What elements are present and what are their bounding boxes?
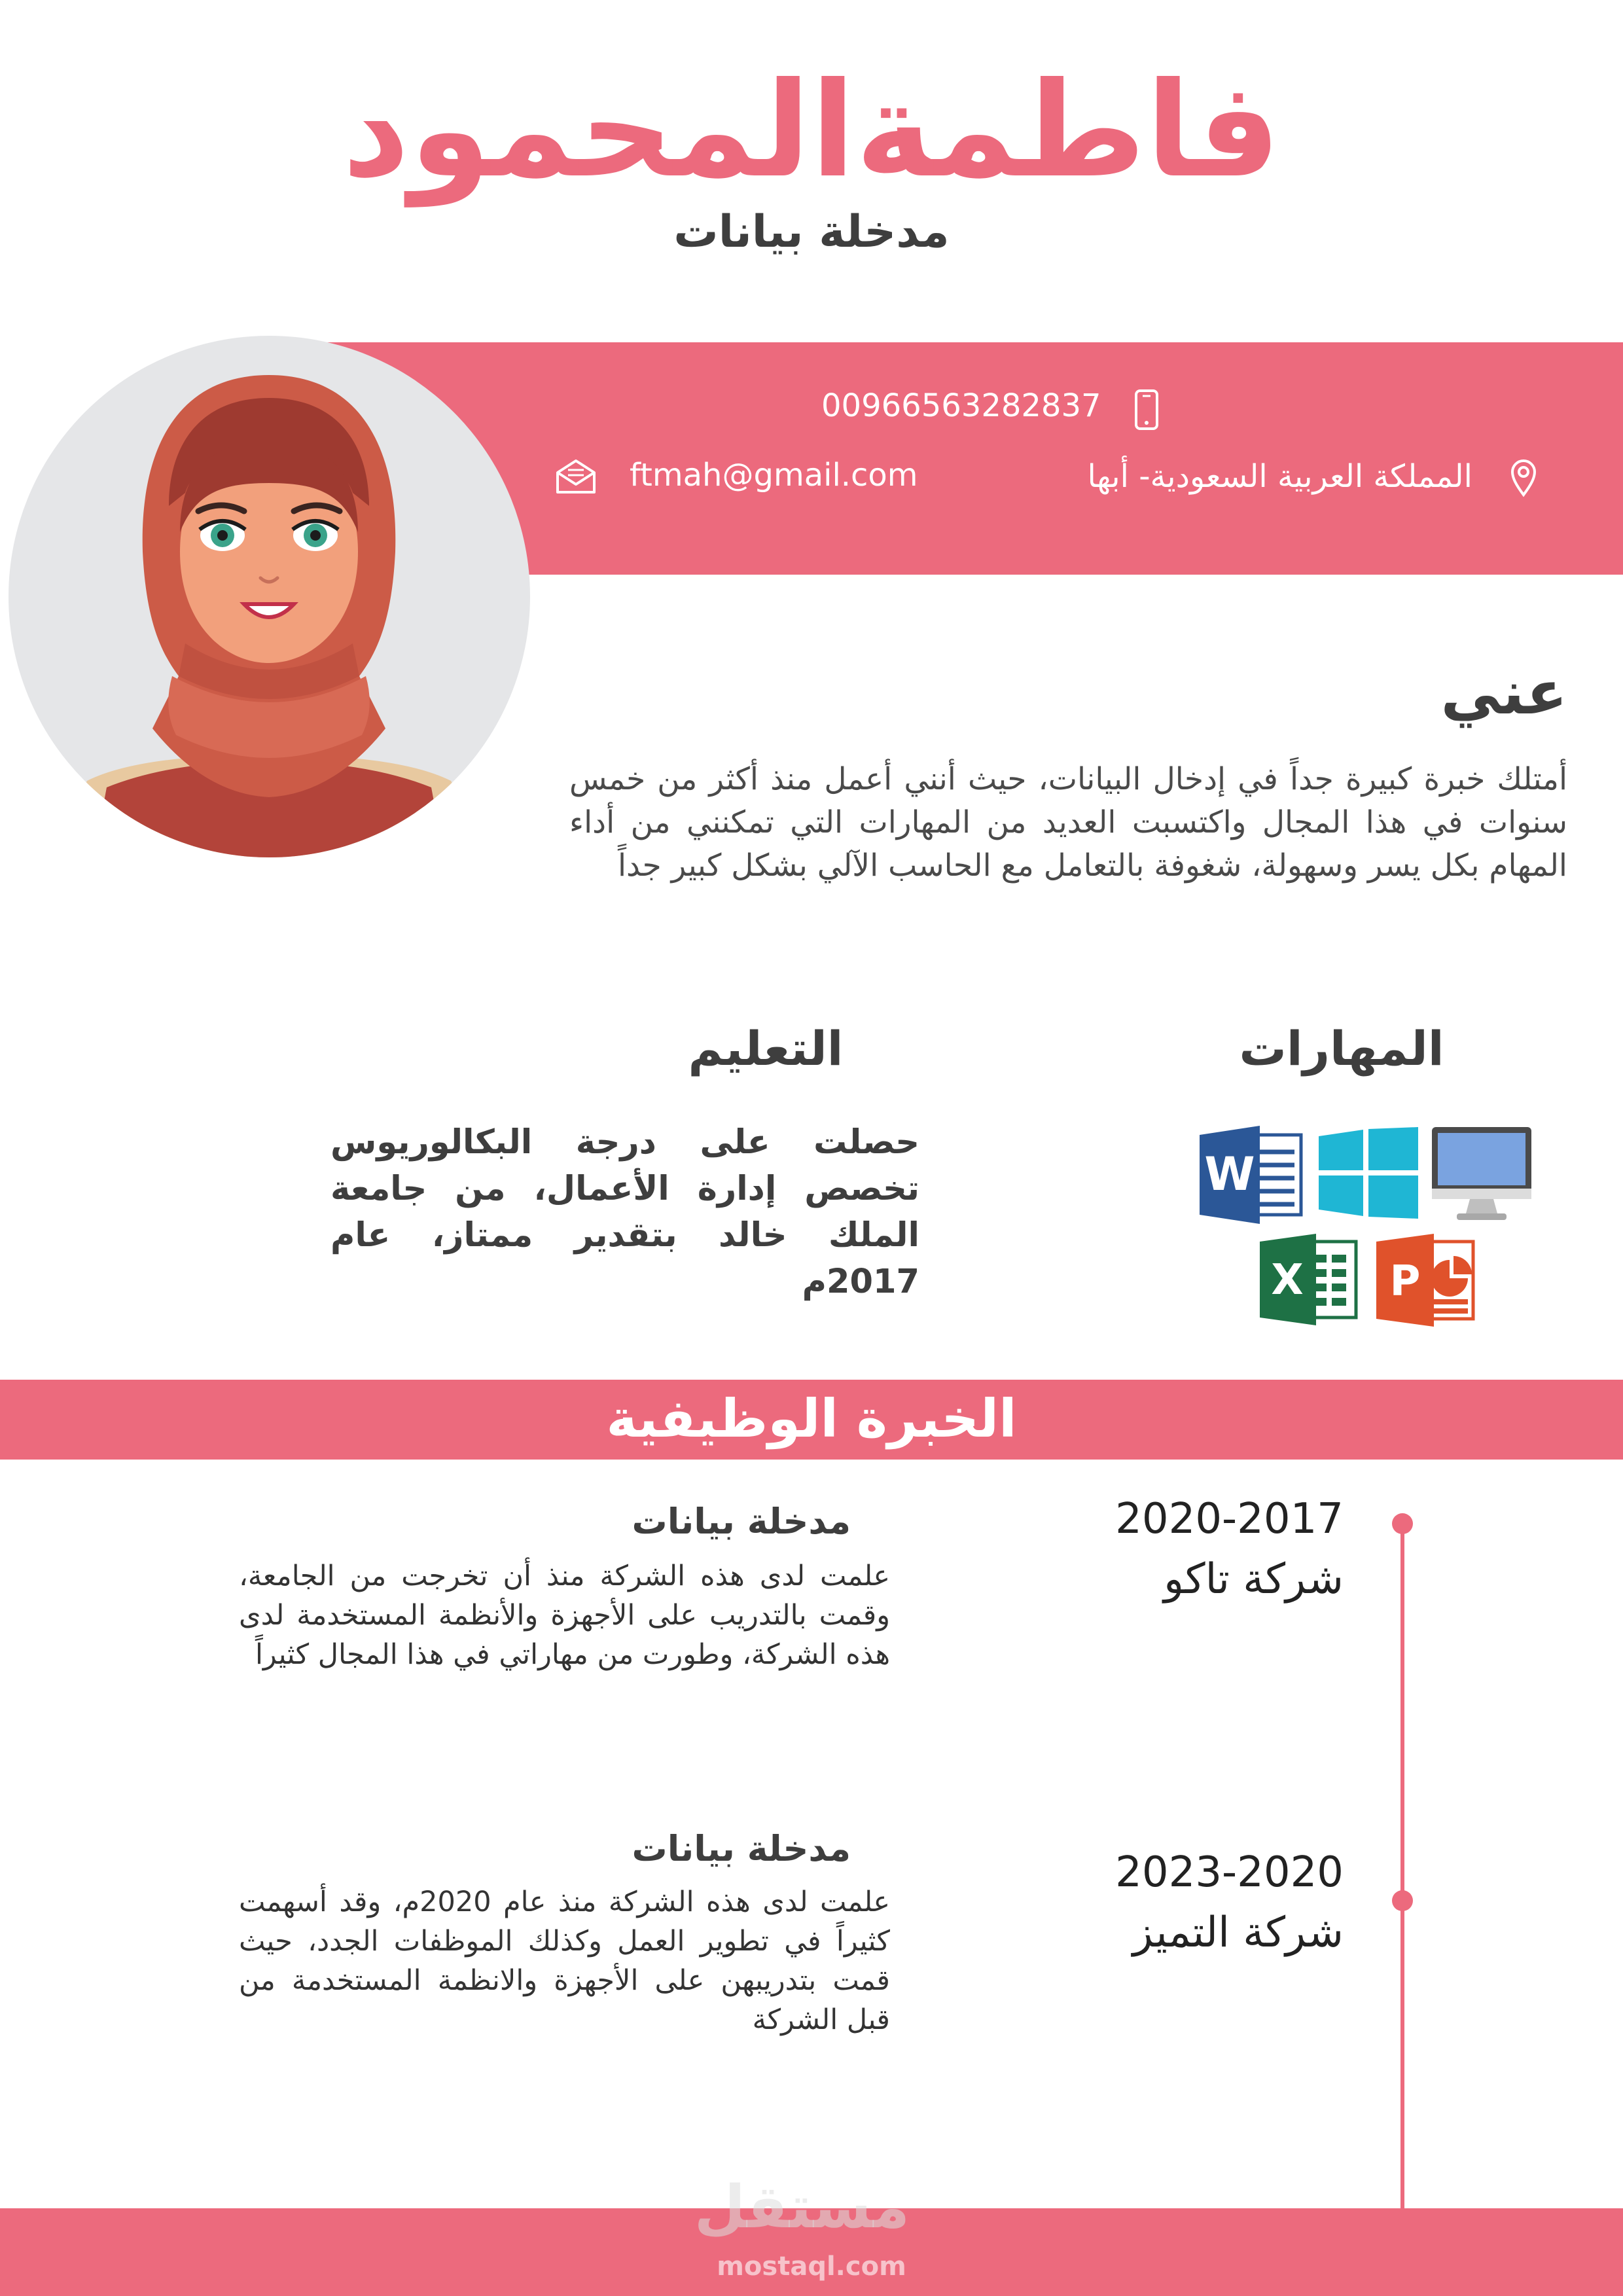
excel-icon (1260, 1234, 1358, 1325)
watermark-logo: مستقل (694, 2173, 910, 2242)
svg-text:P: P (1389, 1257, 1421, 1306)
svg-text:X: X (1271, 1256, 1304, 1304)
svg-text:W: W (1204, 1147, 1255, 1201)
experience-role: مدخلة بيانات (632, 1828, 851, 1869)
experience-company: شركة تاكو (1164, 1555, 1344, 1604)
phone-icon (1132, 389, 1161, 431)
about-text: أمتلك خبرة كبيرة جداً في إدخال البيانات، حيث أنني أعمل منذ أكثر من خمس سنوات في هذا المجال واكتسبت العديد من المهارات التي تمكنني من أداء المهام بكل يسر وسهولة، شغوفة بالتعامل مع الحاسب الآلي بشكل كبير جداً (569, 761, 1567, 884)
watermark-url: mostaql.com (717, 2251, 906, 2282)
location-text: المملكة العربية السعودية- أبها (1087, 458, 1472, 495)
job-title: مدخلة بيانات (673, 206, 950, 258)
about-heading: عني (1440, 658, 1567, 728)
experience-description: علمت لدى هذه الشركة منذ أن تخرجت من الجامعة، وقمت بالتدريب على الأجهزة والأنظمة المستخدمة لدى هذه الشركة، وطورت من مهاراتي في هذا المجال كثيراً (239, 1560, 890, 1671)
education-text: حصلت على درجة البكالوريوس تخصص إدارة الأعمال، من جامعة الملك خالد بتقدير ممتاز، عام 2017م (330, 1123, 919, 1301)
experience-heading: الخبرة الوظيفية (606, 1388, 1017, 1449)
timeline-line (1400, 1522, 1404, 2222)
location-pin-icon (1509, 458, 1538, 497)
email-address[interactable]: ftmah@gmail.com (630, 457, 918, 493)
windows-icon (1319, 1127, 1418, 1219)
experience-description: علمت لدى هذه الشركة منذ عام 2020م، وقد أسهمت كثيراً في تطوير العمل وكذلك الموظفات الجدد، حيث قمت بتدريبهن على الأجهزة والانظمة المستخدمة من قبل الشركة (239, 1886, 890, 2036)
phone-number: 00966563282837 (821, 387, 1101, 424)
resume-name: فاطمةالمحمود (342, 54, 1281, 207)
education-heading: التعليم (688, 1021, 844, 1076)
timeline-dot (1392, 1513, 1413, 1534)
email-icon[interactable] (555, 458, 597, 495)
timeline-dot (1392, 1890, 1413, 1911)
skills-heading: المهارات (1239, 1021, 1444, 1076)
computer-monitor-icon (1432, 1127, 1531, 1224)
experience-period: 2023-2020 (1115, 1848, 1344, 1897)
word-icon (1200, 1126, 1304, 1224)
experience-period: 2020-2017 (1115, 1495, 1344, 1543)
powerpoint-icon (1376, 1234, 1476, 1327)
experience-role: مدخلة بيانات (632, 1501, 851, 1542)
experience-company: شركة التميز (1132, 1909, 1344, 1957)
avatar (9, 336, 530, 857)
